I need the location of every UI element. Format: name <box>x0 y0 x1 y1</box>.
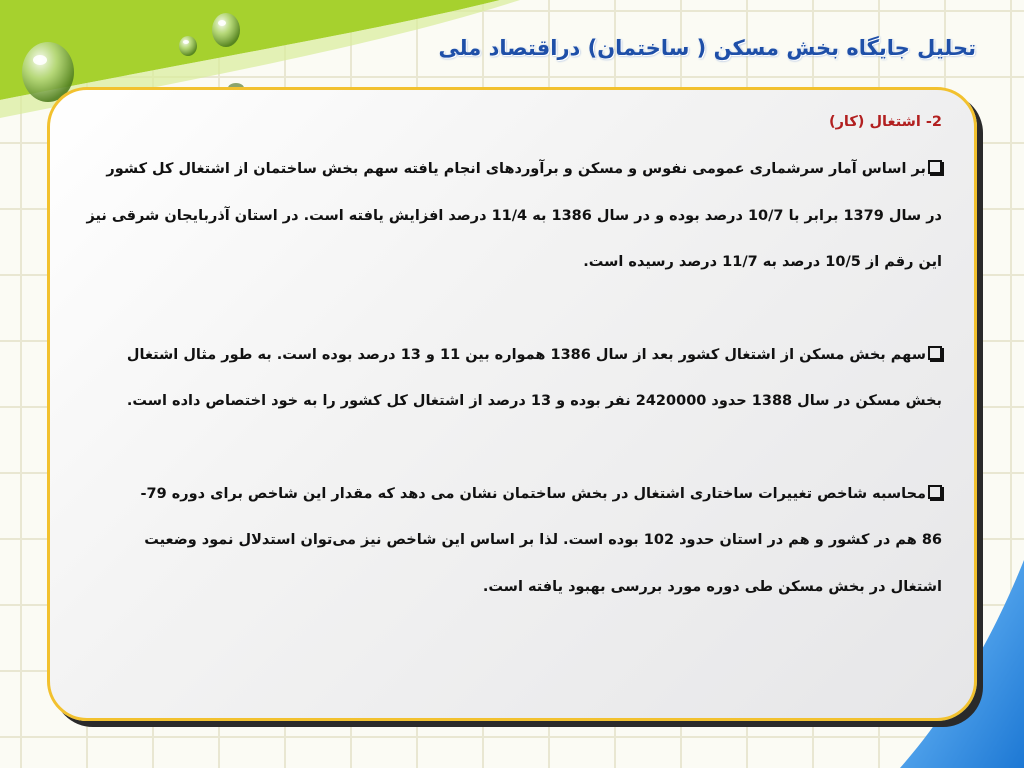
paragraph-line: این رقم از 10/5 درصد به 11/7 درصد رسیده است. <box>583 254 942 270</box>
paragraph-line: بخش مسکن در سال 1388 حدود 2420000 نفر بوده و 13 درصد از اشتغال کل کشور را به خود اختصاص داده است. <box>126 393 942 409</box>
paragraph-line: اشتغال در بخش مسکن طی دوره مورد بررسی بهبود یافته است. <box>482 578 942 595</box>
paragraph-line <box>70 146 942 193</box>
paragraph-line <box>70 471 942 518</box>
bullet-paragraph-1 <box>70 146 942 286</box>
content-body <box>70 110 942 610</box>
square-bullet-icon <box>928 160 942 174</box>
line-text: سهم بخش مسکن از اشتغال کشور بعد از سال 1386 همواره بین 11 و 13 درصد بوده است. به طور مثال اشتغال <box>126 346 926 363</box>
water-droplet-icon <box>212 13 240 47</box>
paragraph-gap <box>70 286 942 332</box>
paragraph-line: 86 هم در کشور و هم در استان حدود 102 بوده است. لذا بر اساس این شاخص نیز می‌توان استدلال نمود وضعیت <box>144 532 942 548</box>
square-bullet-icon <box>928 346 942 360</box>
water-droplet-icon <box>179 36 197 56</box>
square-bullet-icon <box>928 485 942 499</box>
slide-title: تحلیل جایگاه بخش مسکن ( ساختمان) دراقتصاد ملی <box>438 36 976 60</box>
paragraph-line <box>70 332 942 379</box>
bullet-paragraph-2 <box>70 332 942 425</box>
bullet-paragraph-3 <box>70 471 942 611</box>
line-text: محاسبه شاخص تغییرات ساختاری اشتغال در بخش ساختمان نشان می دهد که مقدار این شاخص برای دوره 79- <box>140 485 926 502</box>
paragraph-line: در سال 1379 برابر با 10/7 درصد بوده و در سال 1386 به 11/4 درصد افزایش یافته است. در استان آذربایجان شرقی نیز <box>86 207 942 224</box>
paragraph-gap <box>70 425 942 471</box>
line-text: بر اساس آمار سرشماری عمومی نفوس و مسکن و برآوردهای انجام یافته سهم بخش ساختمان از اشتغال کل کشور <box>106 161 926 177</box>
section-heading: 2- اشتغال (کار) <box>828 114 942 130</box>
